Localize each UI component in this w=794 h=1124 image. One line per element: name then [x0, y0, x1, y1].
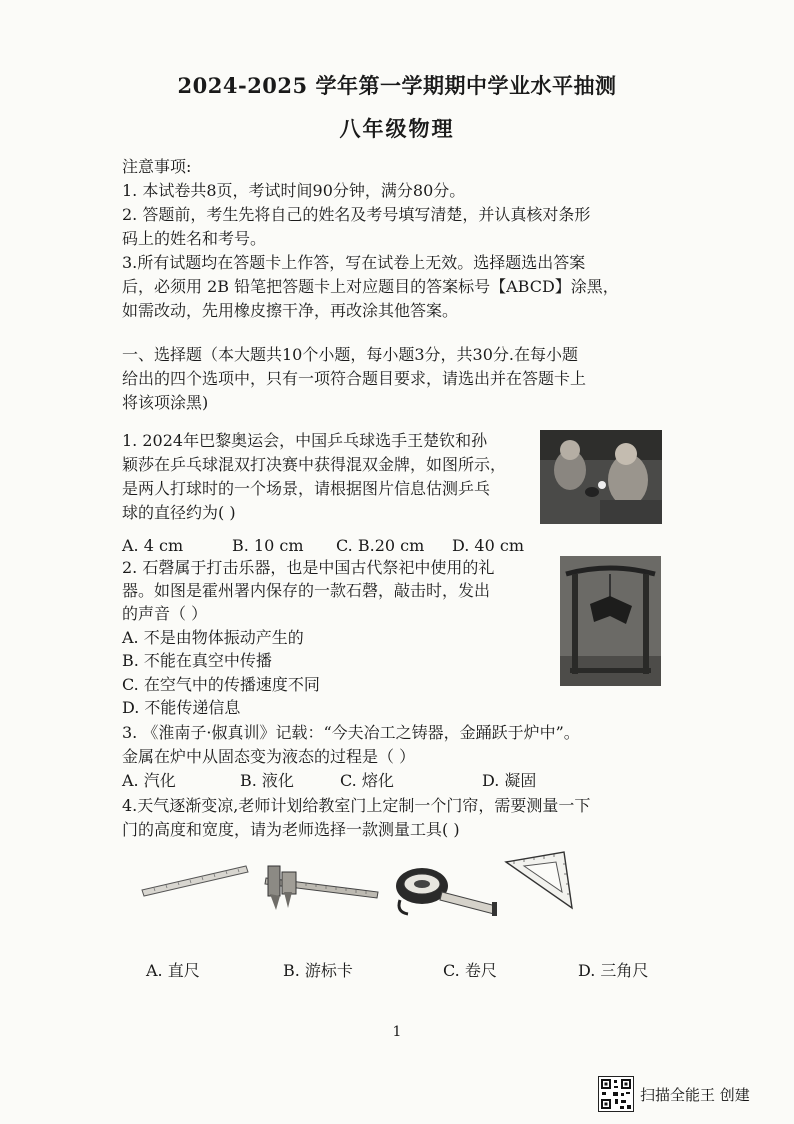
q1-line: 颖莎在乒乓球混双打决赛中获得混双金牌，如图所示，: [122, 455, 507, 474]
notes-line: 2. 答题前，考生先将自己的姓名及考号填写清楚，并认真核对条形: [122, 205, 591, 224]
q1-option-d: D. 40 cm: [452, 536, 525, 555]
section-line: 给出的四个选项中，只有一项符合题目要求，请选出并在答题卡上: [122, 369, 587, 388]
q4-line: 4.天气逐渐变凉,老师计划给教室门上定制一个门帘，需要测量一下: [122, 796, 591, 815]
q4-option-a: A. 直尺: [146, 961, 200, 980]
q1-option-b: B. 10 cm: [232, 536, 304, 555]
table-tennis-photo: [540, 430, 662, 524]
q1-line: 1. 2024年巴黎奥运会，中国乒乓球选手王楚钦和孙: [122, 431, 488, 450]
q3-option-b: B. 液化: [240, 771, 294, 790]
q4-line: 门的高度和宽度，请为老师选择一款测量工具( ): [122, 820, 460, 839]
tape-measure-icon: [392, 862, 500, 918]
q1-option-a: A. 4 cm: [122, 536, 184, 555]
scanner-text: 扫描全能王 创建: [640, 1085, 750, 1104]
page-number: 1: [392, 1024, 402, 1040]
vernier-caliper-icon: [256, 862, 380, 912]
q2-option-a: A. 不是由物体振动产生的: [122, 628, 304, 647]
q3-option-a: A. 汽化: [122, 771, 176, 790]
q3-line: 3. 《淮南子·俶真训》记载：“今夫冶工之铸器，金踊跃于炉中”。: [122, 723, 580, 742]
exam-title: 2024-2025 学年第一学期期中学业水平抽测: [177, 73, 617, 98]
q4-option-d: D. 三角尺: [578, 961, 649, 980]
q2-option-d: D. 不能传递信息: [122, 698, 241, 717]
q2-line: 器。如图是霍州署内保存的一款石磬，敲击时，发出: [122, 581, 491, 600]
exam-subtitle: 八年级物理: [339, 116, 455, 141]
notes-line: 如需改动，先用橡皮擦干净，再改涂其他答案。: [122, 301, 459, 320]
notes-line: 码上的姓名和考号。: [122, 229, 267, 248]
scanner-watermark: [598, 1076, 750, 1112]
q1-line: 球的直径约为( ): [122, 503, 236, 522]
q2-line: 2. 石磬属于打击乐器，也是中国古代祭祀中使用的礼: [122, 558, 495, 577]
qr-code-icon: [598, 1076, 634, 1112]
q3-line: 金属在炉中从固态变为液态的过程是（ ）: [122, 747, 416, 766]
ruler-icon: [140, 858, 250, 898]
q4-option-c: C. 卷尺: [443, 961, 497, 980]
q2-option-c: C. 在空气中的传播速度不同: [122, 675, 320, 694]
notes-heading: 注意事项:: [122, 157, 192, 176]
notes-line: 1. 本试卷共8页，考试时间90分钟，满分80分。: [122, 181, 466, 200]
section-line: 将该项涂黑): [122, 393, 209, 412]
q2-line: 的声音（ ）: [122, 604, 208, 623]
stone-chime-photo: [560, 556, 661, 686]
notes-line: 后，必须用 2B 铅笔把答题卡上对应题目的答案标号【ABCD】涂黑，: [122, 277, 619, 296]
triangle-ruler-icon: [500, 850, 576, 912]
section-heading: 一、选择题（本大题共10个小题，每小题3分，共30分.在每小题: [122, 345, 578, 364]
notes-line: 3.所有试题均在答题卡上作答，写在试卷上无效。选择题选出答案: [122, 253, 586, 272]
q1-option-c: C. B.20 cm: [336, 536, 425, 555]
q3-option-c: C. 熔化: [340, 771, 394, 790]
q2-option-b: B. 不能在真空中传播: [122, 651, 272, 670]
q4-option-b: B. 游标卡: [283, 961, 353, 980]
q3-option-d: D. 凝固: [482, 771, 537, 790]
q1-line: 是两人打球时的一个场景，请根据图片信息估测乒乓: [122, 479, 491, 498]
